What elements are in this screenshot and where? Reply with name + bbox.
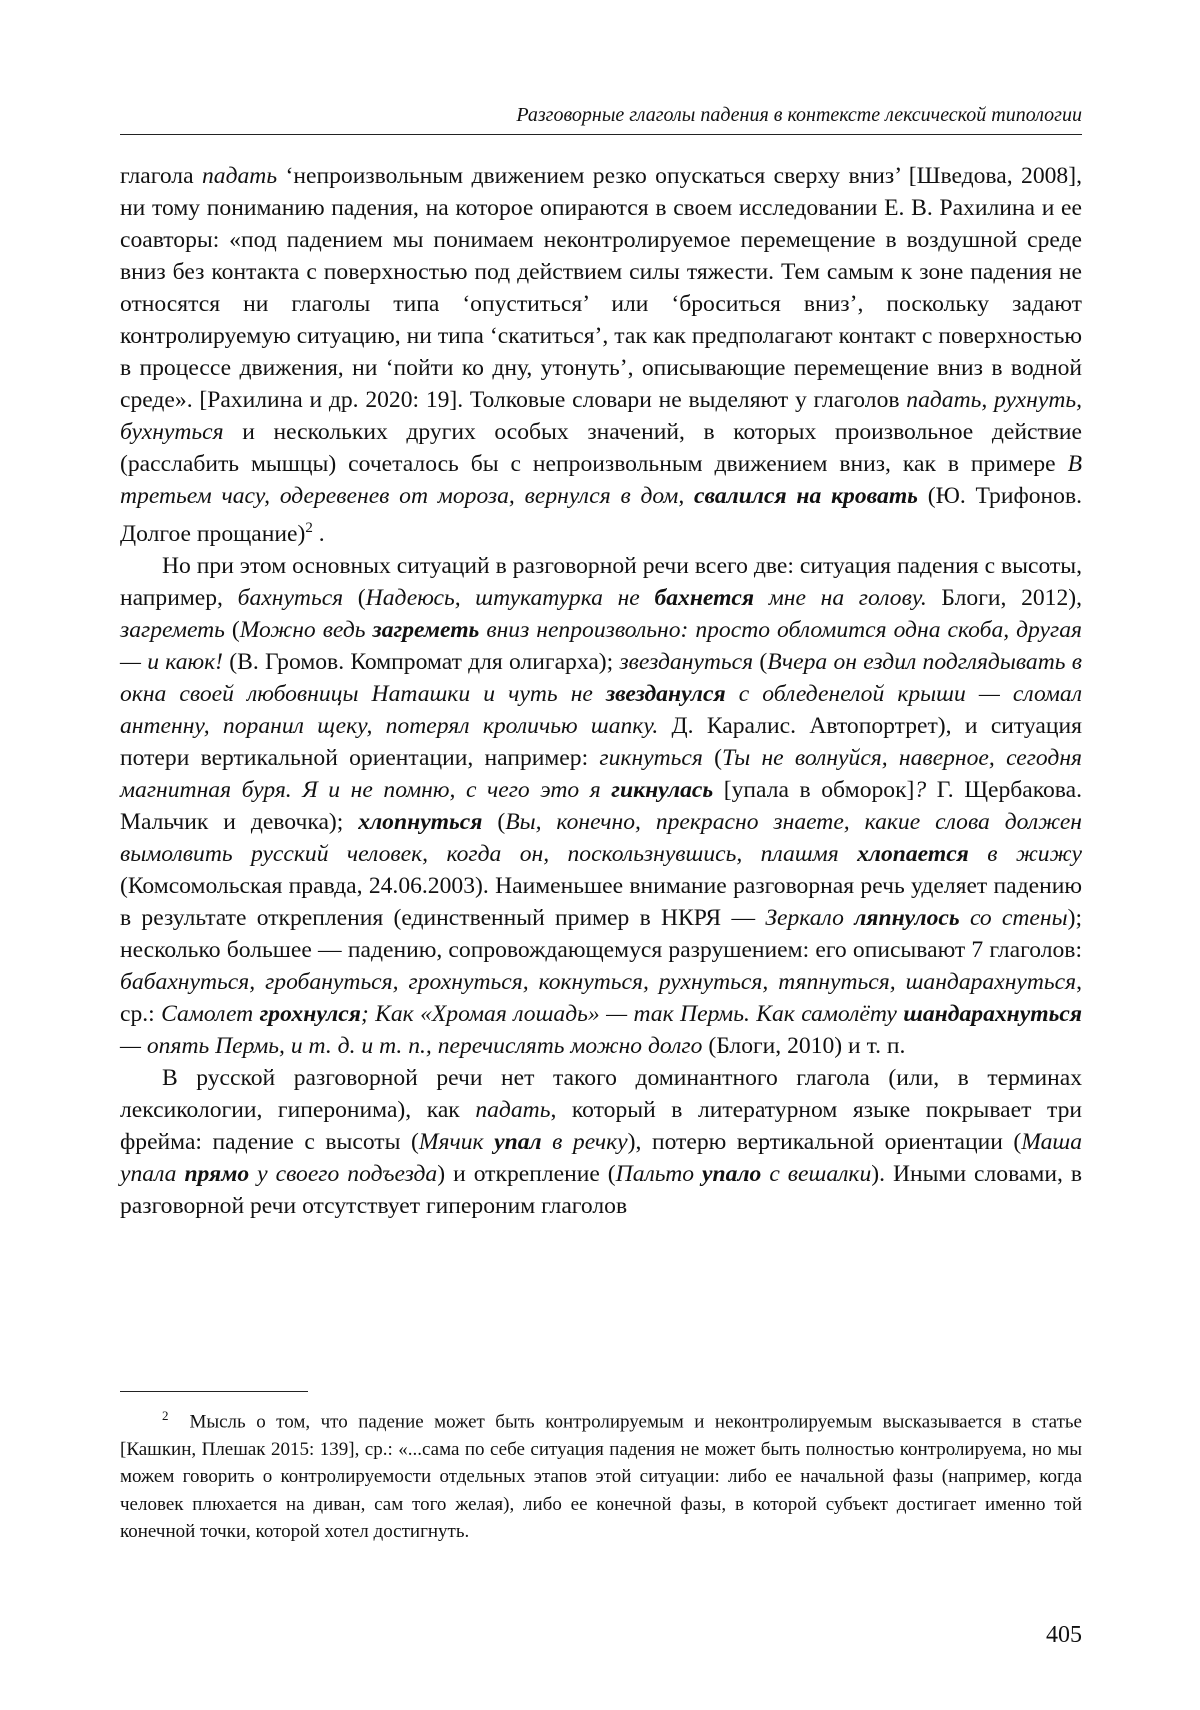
footnote-number: 2 <box>162 1408 169 1423</box>
text-segment: мне на голову. <box>754 584 927 611</box>
text-segment: ; Как «Хромая лошадь» — так Пермь. Как самолёту <box>360 1000 904 1027</box>
text-segment: Вы, конечно, прекрасно знаете, какие слова должен вымолвить русский человек, когда он, поскользнувшись, плашмя <box>120 808 1082 867</box>
paragraph <box>120 160 1082 550</box>
text-segment: [упала в обморок] <box>713 776 915 803</box>
paragraph <box>120 1062 1082 1222</box>
text-segment: звезданулся <box>605 680 726 707</box>
text-segment: ‘непроизвольным движением резко опускаться сверху вниз’ [Шведова, 2008], ни тому пониманию падения, на которое опираются в своем исследовании Е. В. Рахилина и ее соавторы: «под падением мы понимаем неконтролируемое перемещение в воздушной среде вниз без контакта с поверхностью под действием силы тяжести. Тем самым к зоне падения не относятся ни глаголы типа ‘опуститься’ или ‘броситься вниз’, поскольку задают контролируемую ситуацию, ни типа ‘скатиться’, так как предполагают контакт с поверхностью в процессе движения, ни ‘пойти ко дну, утонуть’, описывающие перемещение вниз в водной среде». [Рахилина и др. 2020: 19]. Толковые словари не выделяют у глаголов <box>120 163 1082 413</box>
text-segment: хлопается <box>857 840 969 867</box>
text-segment: ) и открепление ( <box>437 1160 616 1187</box>
text-segment: прямо <box>184 1160 250 1187</box>
footnote <box>120 1402 1082 1546</box>
text-segment: Но при этом основных ситуаций в разговорной речи всего две: ситуация падения с высоты, например, <box>120 552 1082 611</box>
text-segment: Маша упала <box>120 1128 1082 1187</box>
text-segment: Самолет <box>161 1000 260 1027</box>
footnote-text: Мысль о том, что падение может быть контролируемым и неконтролируемым высказывается в статье [Кашкин, Плешак 2015: 139], ср.: «...сама по себе ситуация падения не может быть полностью контролируема, но мы можем говорить о контролируемости отдельных этапов этой ситуации: либо ее начальной фазы (например, когда человек плюхается на диван, сам того желая), либо ее конечной фазы, в которой субъект достигает именно той конечной точки, которой хотел достигнуть. <box>120 1411 1082 1543</box>
text-segment: (Блоги, 2010) и т. п. <box>702 1032 906 1059</box>
text-segment: Надеюсь, штукатурка не <box>365 584 655 611</box>
text-segment: бабахнуться, гробануться, грохнуться, кокнуться, рухнуться, тяпнуться, шандарахнуться <box>120 968 1077 995</box>
text-segment: шандарахнуться <box>903 1000 1082 1027</box>
text-segment: глагола <box>120 163 202 189</box>
text-segment: грохнулся <box>259 1000 361 1027</box>
text-segment: (Комсомольская правда, 24.06.2003). Наименьшее внимание разговорная речь уделяет падению в результате открепления (единственный пример в НКРЯ — <box>120 872 1082 931</box>
text-segment: ( <box>343 584 366 611</box>
text-segment: упал <box>494 1128 542 1155</box>
text-segment: в жижу <box>968 840 1083 867</box>
text-segment: ); несколько большее — падению, сопровождающемуся разрушением: его описывают 7 глаголов: <box>120 904 1083 963</box>
text-segment: Г. Щербакова. Мальчик и девочка); <box>120 776 1083 835</box>
text-segment: гикнуться <box>599 744 703 771</box>
text-segment: бахнуться <box>237 584 344 611</box>
text-segment: со стены <box>959 904 1068 931</box>
text-segment: загреметь <box>120 616 225 643</box>
text-segment: гикнулась <box>611 776 714 803</box>
text-segment: ( <box>482 808 506 835</box>
text-segment: — опять Пермь, и т. д. и т. п., перечислять можно долго <box>120 1032 703 1059</box>
text-segment: ( <box>702 744 722 771</box>
footnote-reference: 2 <box>305 520 313 536</box>
text-segment: ( <box>753 648 768 675</box>
text-segment: Вчера он ездил подглядывать в окна своей любовницы Наташки и чуть не <box>120 648 1082 707</box>
text-segment: , ср.: <box>120 968 1082 1027</box>
text-segment: падать <box>475 1096 551 1123</box>
text-segment: загреметь <box>372 616 480 643</box>
body-text <box>120 160 1082 1222</box>
text-segment: Ты не волнуйся, наверное, сегодня магнитная буря. Я и не помню, с чего это я <box>120 744 1082 803</box>
text-segment: (В. Громов. Компромат для олигарха); <box>223 648 620 675</box>
text-segment: у своего подъезда <box>249 1160 438 1187</box>
running-title: Разговорные глаголы падения в контексте лексической типологии <box>516 104 1082 126</box>
text-segment: с обледенелой крыши — сломал антенну, поранил щеку, потерял кроличью шапку. <box>120 680 1082 739</box>
text-segment: падать, рухнуть, бухнуться <box>120 387 1082 445</box>
text-segment: . <box>312 520 325 547</box>
text-segment: В русской разговорной речи нет такого доминантного глагола (или, в терминах лексикологии, гиперонима), как <box>120 1064 1082 1123</box>
text-segment: ). Иными словами, в разговорной речи отсутствует гипероним глаголов <box>120 1160 1082 1219</box>
text-segment: звездануться <box>619 648 754 675</box>
footnote-rule <box>120 1391 308 1392</box>
page-number: 405 <box>1046 1622 1082 1648</box>
text-segment: Можно ведь <box>239 616 373 643</box>
text-segment: и нескольких других особых значений, в которых произвольное действие (расслабить мышцы) сочеталось бы с непроизвольным движением вниз, как в примере <box>120 419 1082 477</box>
text-segment: Д. Каралис. Автопортрет), и ситуация потери вертикальной ориентации, например: <box>120 712 1082 771</box>
text-segment: Блоги, 2012), <box>926 584 1083 611</box>
text-segment: в речку <box>541 1128 628 1155</box>
text-segment: ляпнулось <box>854 904 960 931</box>
text-segment: Пальто <box>615 1160 703 1187</box>
paragraph <box>120 550 1082 1062</box>
text-segment: ? <box>914 776 927 803</box>
text-segment: падать <box>201 163 278 189</box>
header-rule <box>120 134 1082 135</box>
text-segment: бахнется <box>654 584 755 611</box>
text-segment: вниз непроизвольно: просто обломится одна скоба, другая — и каюк! <box>120 616 1082 675</box>
text-segment: свалился на кровать <box>694 483 918 509</box>
text-segment: хлопнуться <box>358 808 483 835</box>
text-segment: ( <box>224 616 240 643</box>
text-segment: упало <box>702 1160 762 1187</box>
text-segment: В третьем часу, одеревенев от мороза, вернулся в дом, <box>120 451 1082 509</box>
text-segment: Мячик <box>418 1128 495 1155</box>
text-segment: (Ю. Трифонов. Долгое прощание) <box>120 483 1082 547</box>
text-segment: ), потерю вертикальной ориентации ( <box>627 1128 1022 1155</box>
text-segment: с вешалки <box>761 1160 872 1187</box>
text-segment: , который в литературном языке покрывает три фрейма: падение с высоты ( <box>120 1096 1082 1155</box>
text-segment: Зеркало <box>765 904 855 931</box>
